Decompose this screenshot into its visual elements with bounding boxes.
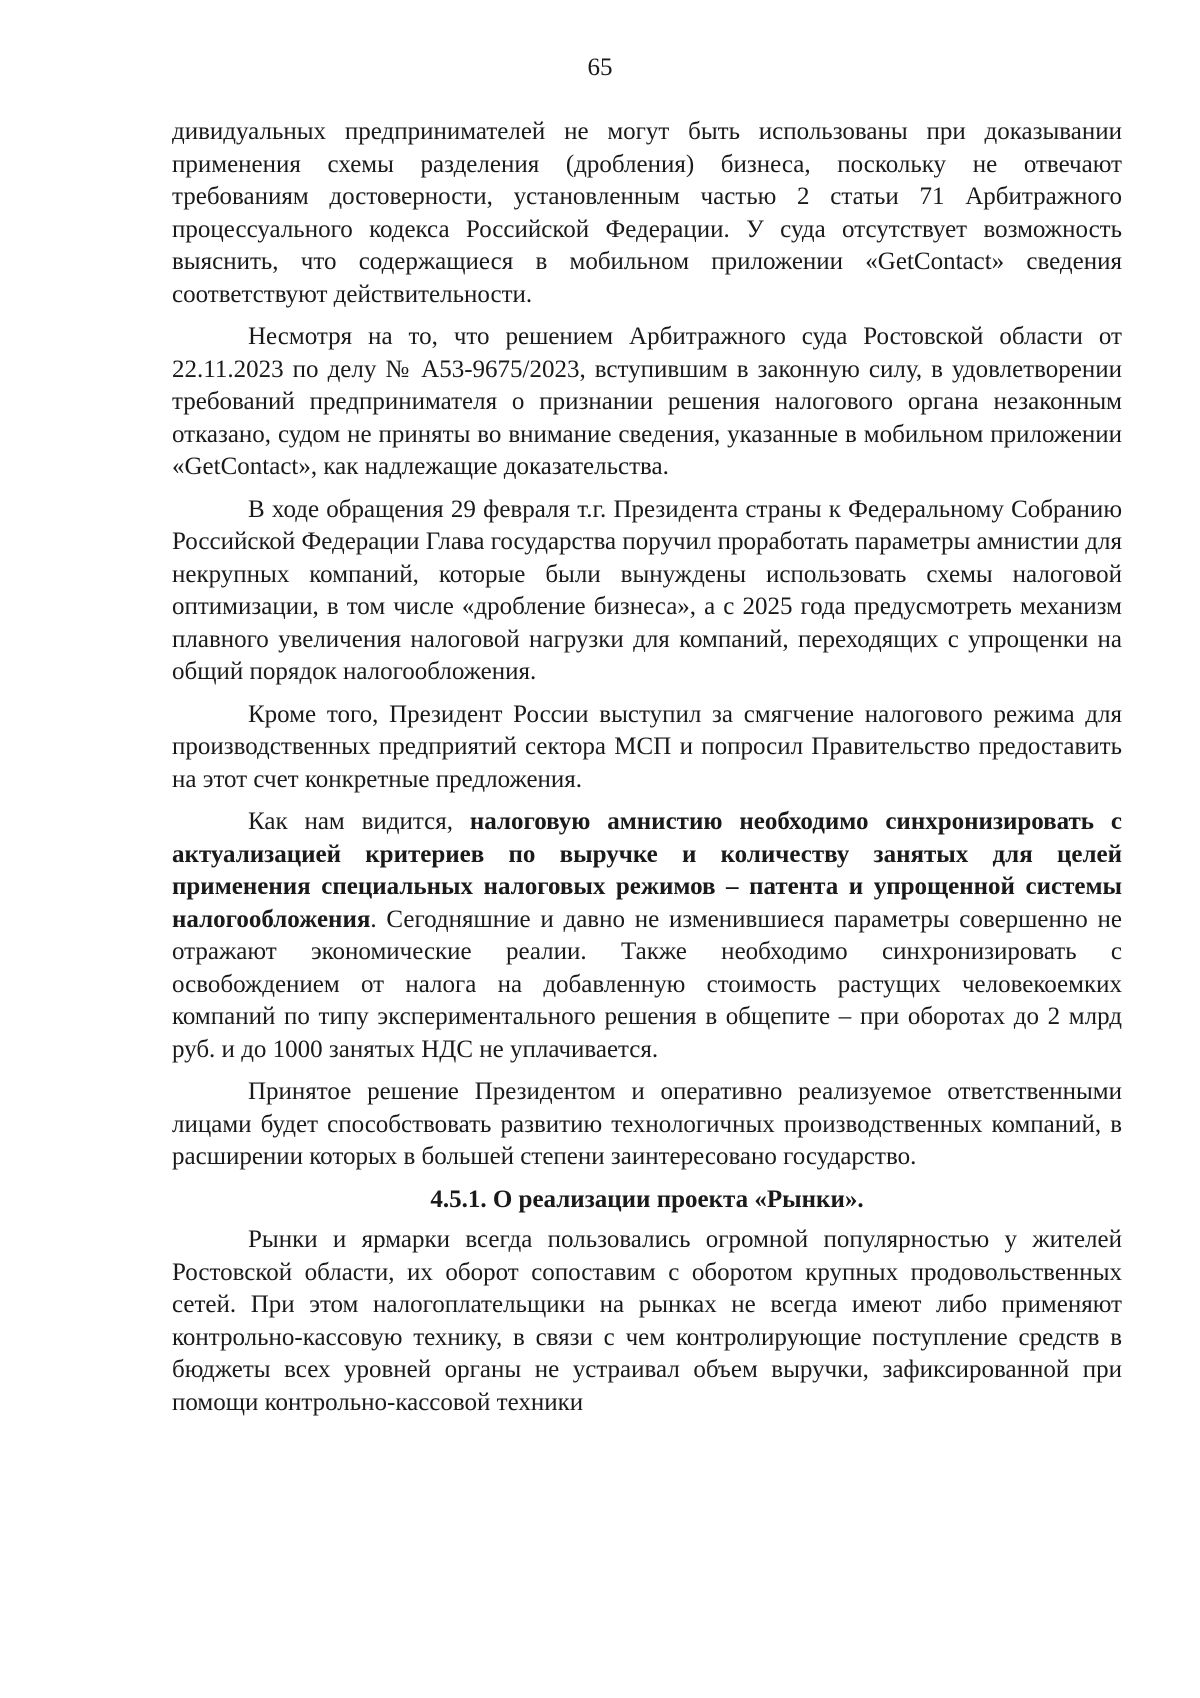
document-body <box>172 116 1122 1429</box>
section-heading: 4.5.1. О реализации проекта «Рынки». <box>430 1185 864 1213</box>
page-number: 65 <box>587 54 613 81</box>
paragraph-court-decision: Несмотря на то, что решением Арбитражного суда Ростовской области от 22.11.2023 по делу № А53-9675/2023, вступившим в законную силу, в удовлетворении требований предпринимателя о признании решения налогового органа незаконным отказано, судом не приняты во внимание сведения, указанные в мобильном приложении «GetContact», как надлежащие доказательства. <box>172 323 1122 480</box>
paragraph-continuation: дивидуальных предпринимателей не могут быть использованы при доказывании применения схемы разделения (дробления) бизнеса, поскольку не отвечают требованиям достоверности, установленным частью 2 статьи 71 Арбитражного процессуального кодекса Российской Федерации. У суда отсутствует возможность выяснить, что содержащиеся в мобильном приложении «GetContact» сведения соответствуют действительности. <box>172 118 1122 308</box>
paragraph-markets: Рынки и ярмарки всегда пользовались огромной популярностью у жителей Ростовской области, их оборот сопоставим с оборотом крупных продовольственных сетей. При этом налогоплательщики на рынках не всегда имеют либо применяют контрольно-кассовую технику, в связи с чем контролирующие поступление средств в бюджеты всех уровней органы не устраивал объем выручки, зафиксированной при помощи контрольно-кассовой техники <box>172 1226 1122 1416</box>
paragraph-tax-amnesty-end: . Сегодняшние и давно не изменившиеся параметры совершенно не отражают экономические реалии. Также необходимо синхронизировать с освобождением от налога на добавленную стоимость растущих человекоемких компаний по типу экспериментального решения в общепите – при оборотах до 2 млрд руб. и до 1000 занятых НДС не уплачивается. <box>172 905 1122 1063</box>
paragraph-tax-amnesty-bold: налоговую амнистию необходимо синхронизировать с актуализацией критериев по выручке и количеству занятых для целей применения специальных налоговых режимов – патента и упрощенной системы налогообложения <box>172 808 1122 933</box>
paragraph-tax-amnesty-start: Как нам видится, <box>248 808 470 835</box>
paragraph-tax-amnesty <box>172 806 1122 1066</box>
paragraph-msp-regime: Кроме того, Президент России выступил за смягчение налогового режима для производственных предприятий сектора МСП и попросил Правительство предоставить на этот счет конкретные предложения. <box>172 700 1122 793</box>
paragraph-president-address: В ходе обращения 29 февраля т.г. Президента страны к Федеральному Собранию Российской Федерации Глава государства поручил проработать параметры амнистии для некрупных компаний, которые были вынуждены использовать схемы налоговой оптимизации, в том числе «дробление бизнеса», а с 2025 года предусмотреть механизм плавного увеличения налоговой нагрузки для компаний, переходящих с упрощенки на общий порядок налогообложения. <box>172 495 1122 685</box>
paragraph-decision-impact: Принятое решение Президентом и оперативно реализуемое ответственными лицами будет способствовать развитию технологичных производственных компаний, в расширении которых в большей степени заинтересовано государство. <box>172 1078 1122 1170</box>
